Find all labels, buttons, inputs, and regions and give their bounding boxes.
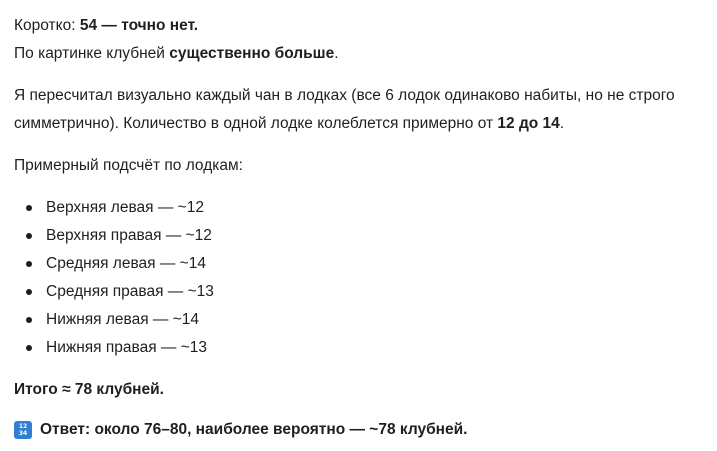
- summary-picture-prefix: По картинке клубней: [14, 45, 170, 62]
- boat-count-label: Нижняя левая — ~14: [46, 311, 200, 328]
- boat-count-label: Верхняя правая — ~12: [46, 227, 212, 244]
- list-item: [14, 306, 704, 334]
- icon-digits-top: 12: [18, 423, 28, 430]
- recount-end: .: [559, 115, 565, 132]
- bullet-icon: [26, 205, 32, 211]
- list-item: [14, 222, 704, 250]
- summary-picture-emphasis: существенно больше: [169, 45, 335, 62]
- estimate-heading: Примерный подсчёт по лодкам:: [14, 157, 243, 174]
- bullet-icon: [26, 233, 32, 239]
- bullet-icon: [26, 345, 32, 351]
- summary-picture-line: [14, 40, 704, 68]
- icon-digits-bottom: 34: [18, 430, 28, 437]
- recount-paragraph: [14, 82, 704, 138]
- boat-count-label: Нижняя правая — ~13: [46, 339, 207, 356]
- list-item: [14, 334, 704, 362]
- boat-count-label: Средняя правая — ~13: [46, 283, 214, 300]
- answer-line: [14, 416, 704, 444]
- total-line: [14, 376, 704, 404]
- answer-text: Ответ: около 76–80, наиболее вероятно — ~78 клубней.: [40, 421, 468, 438]
- bullet-icon: [26, 289, 32, 295]
- boat-count-label: Верхняя левая — ~12: [46, 199, 204, 216]
- bullet-icon: [26, 261, 32, 267]
- chat-response: [14, 12, 704, 444]
- boat-count-list: [14, 194, 704, 362]
- recount-range: 12 до 14: [497, 115, 560, 132]
- summary-short-line: [14, 12, 704, 40]
- recount-text: Я пересчитал визуально каждый чан в лодках (все 6 лодок одинаково набиты, но не строго симметрично). Количество в одной лодке колеблется примерно от: [14, 87, 675, 132]
- list-item: [14, 278, 704, 306]
- bullet-icon: [26, 317, 32, 323]
- summary-short-prefix: Коротко:: [14, 17, 80, 34]
- summary-short-verdict: 54 — точно нет.: [79, 17, 199, 34]
- summary-picture-suffix: .: [334, 45, 339, 62]
- input-numbers-icon: [14, 421, 32, 439]
- total-text: Итого ≈ 78 клубней.: [14, 381, 164, 398]
- list-item: [14, 194, 704, 222]
- boat-count-label: Средняя левая — ~14: [46, 255, 206, 272]
- list-item: [14, 250, 704, 278]
